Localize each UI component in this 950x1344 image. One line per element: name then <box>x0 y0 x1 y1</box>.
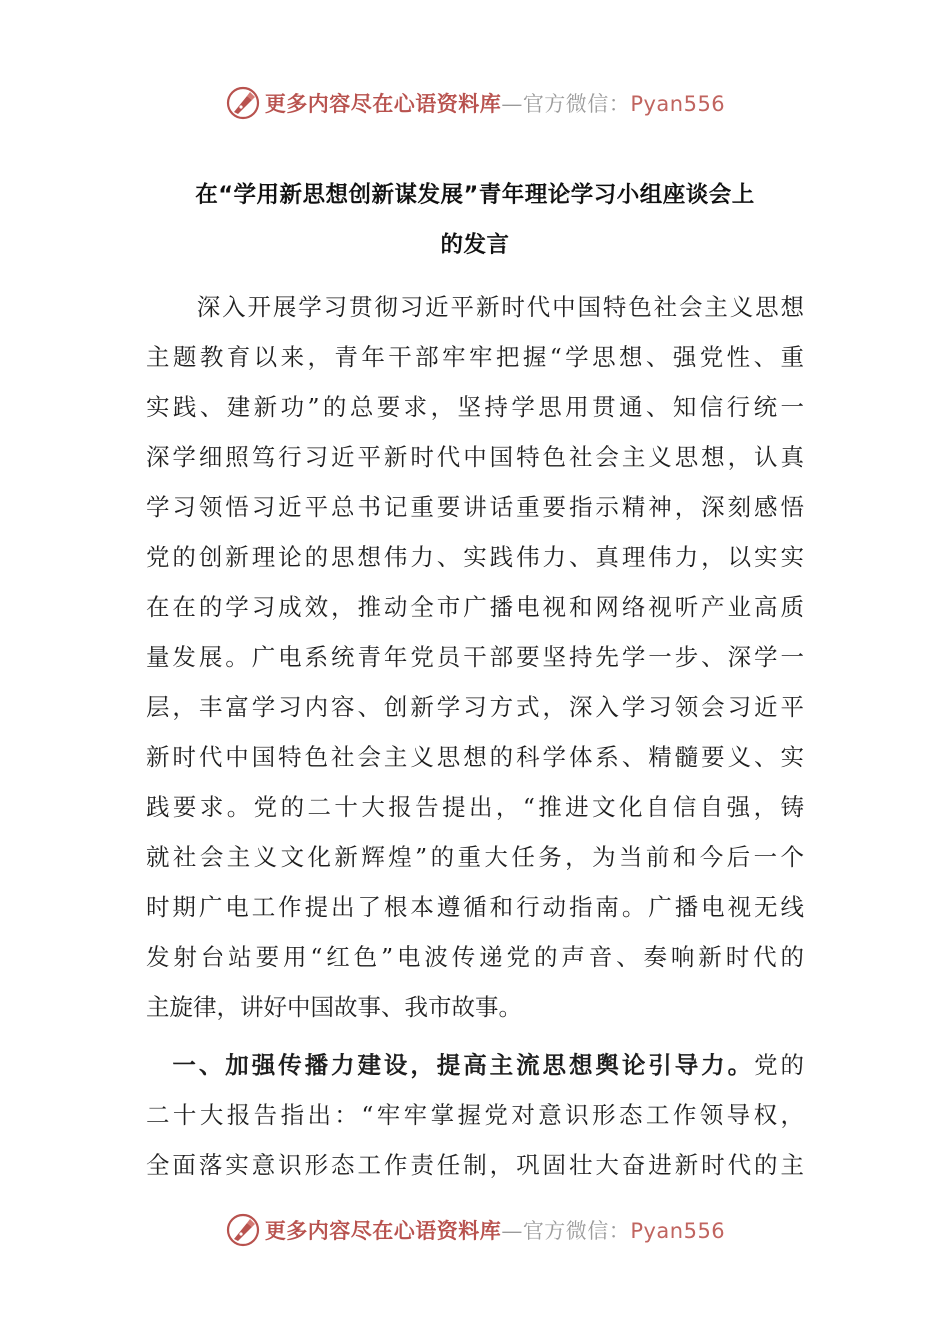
header-banner <box>0 83 950 123</box>
pen-nib-logo-icon <box>225 85 261 121</box>
paragraph-line: 主旋律，讲好中国故事、我市故事。 <box>146 993 522 1021</box>
banner-text-wechat-id: Pyan556 <box>630 1219 726 1243</box>
paragraph-line <box>146 1040 804 1090</box>
banner-text-wechat-id: Pyan556 <box>630 92 726 116</box>
banner-text-brand: 更多内容尽在心语资料库 <box>264 91 502 116</box>
paragraph-line: 二十大报告指出：“牢牢掌握党对意识形态工作领导权， <box>146 1101 804 1129</box>
paragraph-line: 全面落实意识形态工作责任制，巩固壮大奋进新时代的主 <box>146 1151 804 1179</box>
paragraph-line-rest: 党的 <box>754 1051 804 1079</box>
paragraph-line: 深入开展学习贯彻习近平新时代中国特色社会主义思想 <box>146 293 804 321</box>
paragraph-line: 实践、建新功”的总要求，坚持学思用贯通、知信行统一 <box>146 393 804 421</box>
banner-text-wechat-label: —官方微信： <box>501 1219 631 1243</box>
paragraph-line: 时期广电工作提出了根本遵循和行动指南。广播电视无线 <box>146 893 804 921</box>
banner-text-wechat-label: —官方微信： <box>501 92 631 116</box>
paragraph-line: 在在的学习成效，推动全市广播电视和网络视听产业高质 <box>146 593 804 621</box>
pen-nib-logo-icon <box>225 1212 261 1248</box>
paragraph-line: 量发展。广电系统青年党员干部要坚持先学一步、深学一 <box>146 643 804 671</box>
paragraph-line: 深学细照笃行习近平新时代中国特色社会主义思想，认真 <box>146 443 804 471</box>
paragraph-line: 践要求。党的二十大报告提出，“推进文化自信自强，铸 <box>146 793 804 821</box>
document-title <box>146 170 804 270</box>
body-paragraph-1 <box>146 282 804 1032</box>
paragraph-line: 党的创新理论的思想伟力、实践伟力、真理伟力，以实实 <box>146 543 804 571</box>
paragraph-line: 就社会主义文化新辉煌”的重大任务，为当前和今后一个 <box>146 843 804 871</box>
section-heading: 一、加强传播力建设，提高主流思想舆论引导力。 <box>146 1051 755 1079</box>
paragraph-line: 学习领悟习近平总书记重要讲话重要指示精神，深刻感悟 <box>146 493 804 521</box>
body-paragraph-2 <box>146 1040 804 1190</box>
banner-text-brand: 更多内容尽在心语资料库 <box>264 1218 502 1243</box>
document-title-line-2: 的发言 <box>440 232 510 258</box>
document-title-line-1: 在“学用新思想创新谋发展”青年理论学习小组座谈会上 <box>195 182 755 208</box>
paragraph-line: 新时代中国特色社会主义思想的科学体系、精髓要义、实 <box>146 743 804 771</box>
paragraph-line: 主题教育以来，青年干部牢牢把握“学思想、强党性、重 <box>146 343 804 371</box>
paragraph-line: 发射台站要用“红色”电波传递党的声音、奏响新时代的 <box>146 943 804 971</box>
footer-banner <box>0 1210 950 1250</box>
paragraph-line: 层，丰富学习内容、创新学习方式，深入学习领会习近平 <box>146 693 804 721</box>
